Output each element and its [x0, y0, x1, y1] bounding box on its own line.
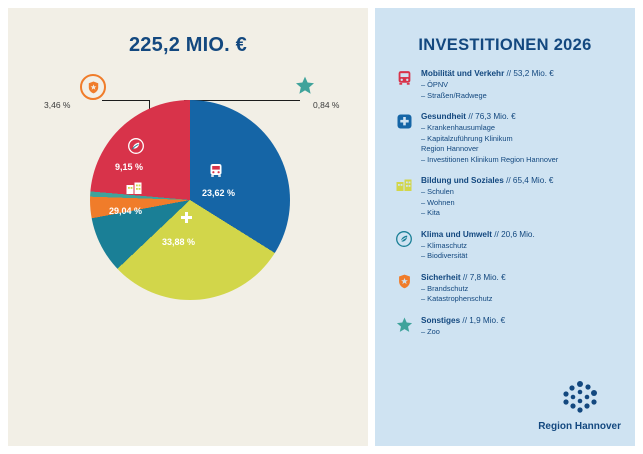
- leaf-circle-icon: [395, 230, 413, 248]
- legend-amount-gesundheit: // 76,3 Mio. €: [468, 112, 516, 121]
- hospital-icon: [395, 112, 413, 130]
- legend-item-klima[interactable]: [395, 229, 633, 262]
- slice-icon-mobilitaet: [208, 162, 224, 178]
- out-label-sicherheit: 3,46 %: [44, 100, 71, 110]
- chart-panel: [8, 8, 368, 446]
- pie-chart: [90, 100, 290, 300]
- pie-slices: [90, 100, 290, 300]
- shield-icon: [395, 273, 413, 291]
- legend-name-bildung: Bildung und Soziales: [421, 176, 504, 185]
- slice-icon-gesundheit: [178, 210, 194, 226]
- tram-icon: [209, 163, 223, 178]
- chart-title: 225,2 MIO. €: [128, 34, 247, 56]
- leaf-circle-icon: [128, 138, 144, 154]
- legend-sub-gesundheit-2: Region Hannover: [421, 144, 479, 153]
- logo-text: Region Hannover: [538, 421, 621, 432]
- legend-name-mobilitaet: Mobilität und Verkehr: [421, 69, 505, 78]
- school-icon: [395, 176, 413, 194]
- legend-name-sonstiges: Sonstiges: [421, 315, 461, 325]
- legend-title: INVESTITIONEN 2026: [418, 36, 592, 54]
- legend-sub-bildung-1: – Wohnen: [421, 197, 455, 207]
- pie-label-gesundheit: 33,88 %: [162, 237, 196, 247]
- legend-sub-mobilitaet-0: – ÖPNV: [421, 80, 449, 89]
- slice-icon-bildung: [126, 180, 142, 196]
- legend-head-sonstiges: [421, 315, 633, 327]
- badge-sicherheit: [80, 74, 106, 100]
- legend-sub-gesundheit-1: – Kapitalzuführung Klinikum: [421, 133, 513, 143]
- legend-sub-gesundheit-3: – Investitionen Klinikum Region Hannover: [421, 154, 559, 164]
- legend-item-bildung[interactable]: [395, 175, 633, 219]
- legend-name-klima: Klima und Umwelt: [421, 229, 492, 239]
- legend-sub-bildung-0: – Schulen: [421, 187, 454, 196]
- legend-head-sicherheit: [421, 272, 633, 284]
- legend-amount-klima: // 20,6 Mio.: [494, 229, 535, 239]
- legend-sub-sicherheit-1: – Katastrophenschutz: [421, 294, 493, 303]
- legend-head-gesundheit: [421, 111, 633, 123]
- legend-amount-bildung: // 65,4 Mio. €: [506, 176, 554, 185]
- legend-name-gesundheit: Gesundheit: [421, 112, 467, 121]
- star-icon: [295, 76, 315, 95]
- pie-label-mobilitaet: 23,62 %: [202, 188, 236, 198]
- legend-sub-bildung-2: – Kita: [421, 208, 440, 217]
- legend-panel: [375, 8, 635, 446]
- legend-amount-mobilitaet: // 53,2 Mio. €: [506, 69, 554, 78]
- pie-label-bildung: 29,04 %: [109, 206, 143, 216]
- tram-icon: [395, 69, 413, 87]
- legend-sub-mobilitaet-1: – Straßen/Radwege: [421, 90, 487, 100]
- legend-head-klima: [421, 229, 633, 241]
- legend-sub-klima-1: – Biodiversität: [421, 251, 468, 260]
- legend-sub-sonstiges-0: – Zoo: [421, 326, 440, 336]
- legend-item-mobilitaet[interactable]: [395, 68, 633, 101]
- legend-sub-gesundheit-0: – Krankenhausumlage: [421, 123, 495, 132]
- star-icon: [395, 316, 413, 334]
- school-icon: [126, 181, 142, 195]
- slice-icon-klima: [128, 138, 144, 154]
- legend-list: [395, 68, 633, 347]
- legend-head-mobilitaet: [421, 68, 633, 80]
- legend-item-sonstiges[interactable]: [395, 315, 633, 338]
- shield-icon: [88, 81, 99, 94]
- legend-head-bildung: [421, 175, 633, 187]
- legend-sub-klima-0: – Klimaschutz: [421, 240, 468, 250]
- legend-name-sicherheit: Sicherheit: [421, 272, 461, 282]
- legend-item-sicherheit[interactable]: [395, 272, 633, 305]
- logo: [538, 380, 621, 432]
- pie-label-klima: 9,15 %: [115, 162, 144, 172]
- badge-sonstiges: [294, 74, 316, 96]
- out-label-sonstiges: 0,84 %: [313, 100, 340, 110]
- hospital-icon: [179, 211, 194, 226]
- region-hannover-logo-icon: [550, 380, 610, 414]
- legend-amount-sonstiges: // 1,9 Mio. €: [462, 315, 506, 325]
- legend-amount-sicherheit: // 7,8 Mio. €: [462, 272, 506, 282]
- legend-sub-sicherheit-0: – Brandschutz: [421, 283, 469, 293]
- legend-item-gesundheit[interactable]: [395, 111, 633, 165]
